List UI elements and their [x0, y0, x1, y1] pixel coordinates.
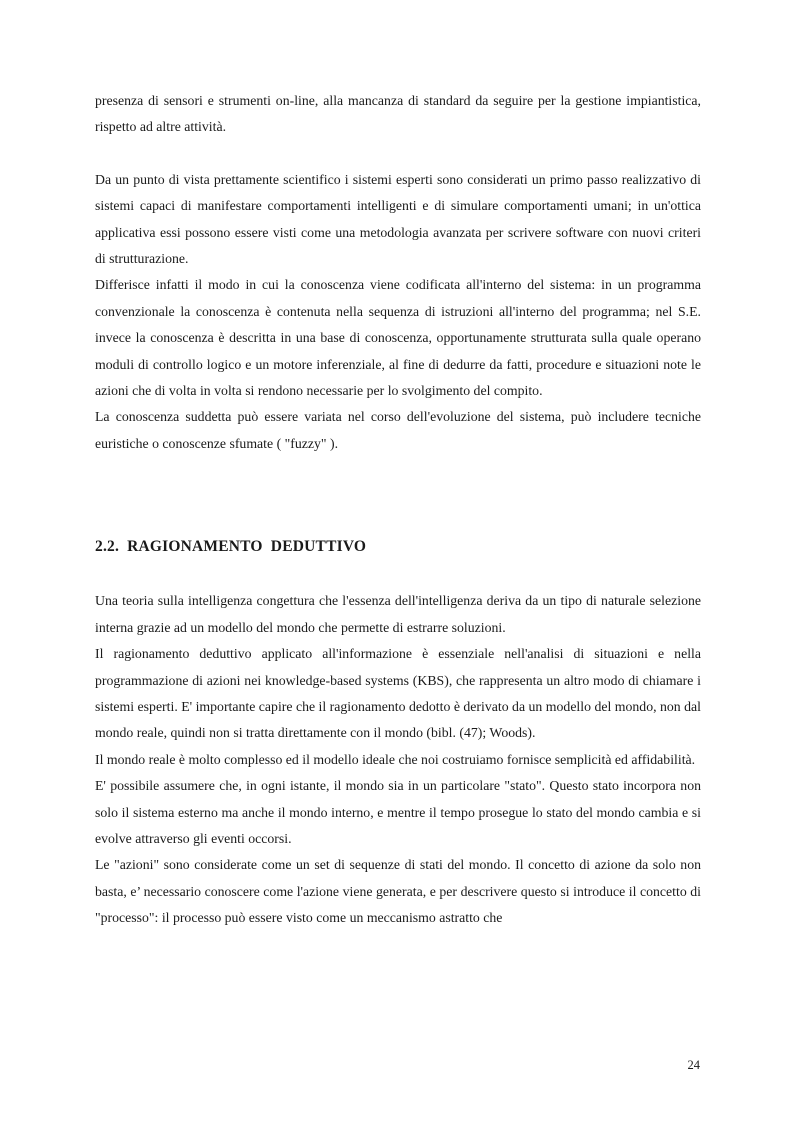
section-title: RAGIONAMENTO DEDUTTIVO — [127, 538, 367, 556]
spacer — [95, 560, 701, 588]
document-page — [95, 88, 701, 932]
paragraph-deductive-reasoning: Il ragionamento deduttivo applicato all'informazione è essenziale nell'analisi di situazioni e nella programmazione di azioni nei knowledge-based systems (KBS), che rappresenta un altro modo di chiamare i sistemi esperti. E' importante capire che il ragionamento dedotto è derivato da un modello del mondo, non dal mondo reale, quindi non si tratta direttamente con il mondo (bibl. (47); Woods). — [95, 646, 701, 741]
paragraph-intelligence-theory: Una teoria sulla intelligenza congettura che l'essenza dell'intelligenza deriva da un tipo di naturale selezione interna grazie ad un modello del mondo che permette di estrarre soluzioni. — [95, 593, 701, 635]
paragraph-expert-systems: Da un punto di vista prettamente scientifico i sistemi esperti sono considerati un primo passo realizzativo di sistemi capaci di manifestare comportamenti intelligenti e di simulare comportamenti umani; in un'ottica applicativa essi possono essere visti come una metodologia avanzata per scrivere software con nuovi criteri di strutturazione. — [95, 171, 701, 267]
page-number: 24 — [687, 1058, 700, 1072]
section-number: 2.2. — [95, 538, 120, 556]
paragraph-world-state: E' possibile assumere che, in ogni istante, il mondo sia in un particolare "stato". Questo stato incorpora non solo il sistema esterno ma anche il mondo interno, e mentre il tempo prosegue lo stato del mondo cambia e si evolve attraverso gli eventi occorsi. — [95, 778, 701, 846]
paragraph-knowledge-coding: Differisce infatti il modo in cui la conoscenza viene codificata all'interno del sistema: in un programma convenzionale la conoscenza è contenuta nella sequenza di istruzioni all'interno del programma; nel S.E. invece la conoscenza è descritta in una base di conoscenza, opportunamente strutturata sulla quale operano moduli di controllo logico e un motore inferenziale, al fine di dedurre da fatti, procedure e situazioni note le azioni che di volta in volta si rendono necessarie per lo svolgimento del compito. — [95, 277, 701, 399]
spacer — [95, 141, 701, 167]
paragraph-top: presenza di sensori e strumenti on-line, alla mancanza di standard da seguire per la gestione impiantistica, rispetto ad altre attività. — [95, 93, 701, 135]
paragraph-real-world: Il mondo reale è molto complesso ed il modello ideale che noi costruiamo fornisce semplicità ed affidabilità. — [95, 751, 696, 767]
section-heading — [95, 534, 701, 560]
paragraph-knowledge-variation: La conoscenza suddetta può essere variata nel corso dell'evoluzione del sistema, può includere tecniche euristiche o conoscenze sfumate ( "fuzzy" ). — [95, 409, 701, 451]
paragraph-actions: Le "azioni" sono considerate come un set di sequenze di stati del mondo. Il concetto di azione da solo non basta, e’ necessario conoscere come l'azione viene generata, e per descrivere questo si introduce il concetto di "processo": il processo può essere visto come un meccanismo astratto che — [95, 857, 701, 926]
spacer — [95, 457, 701, 534]
